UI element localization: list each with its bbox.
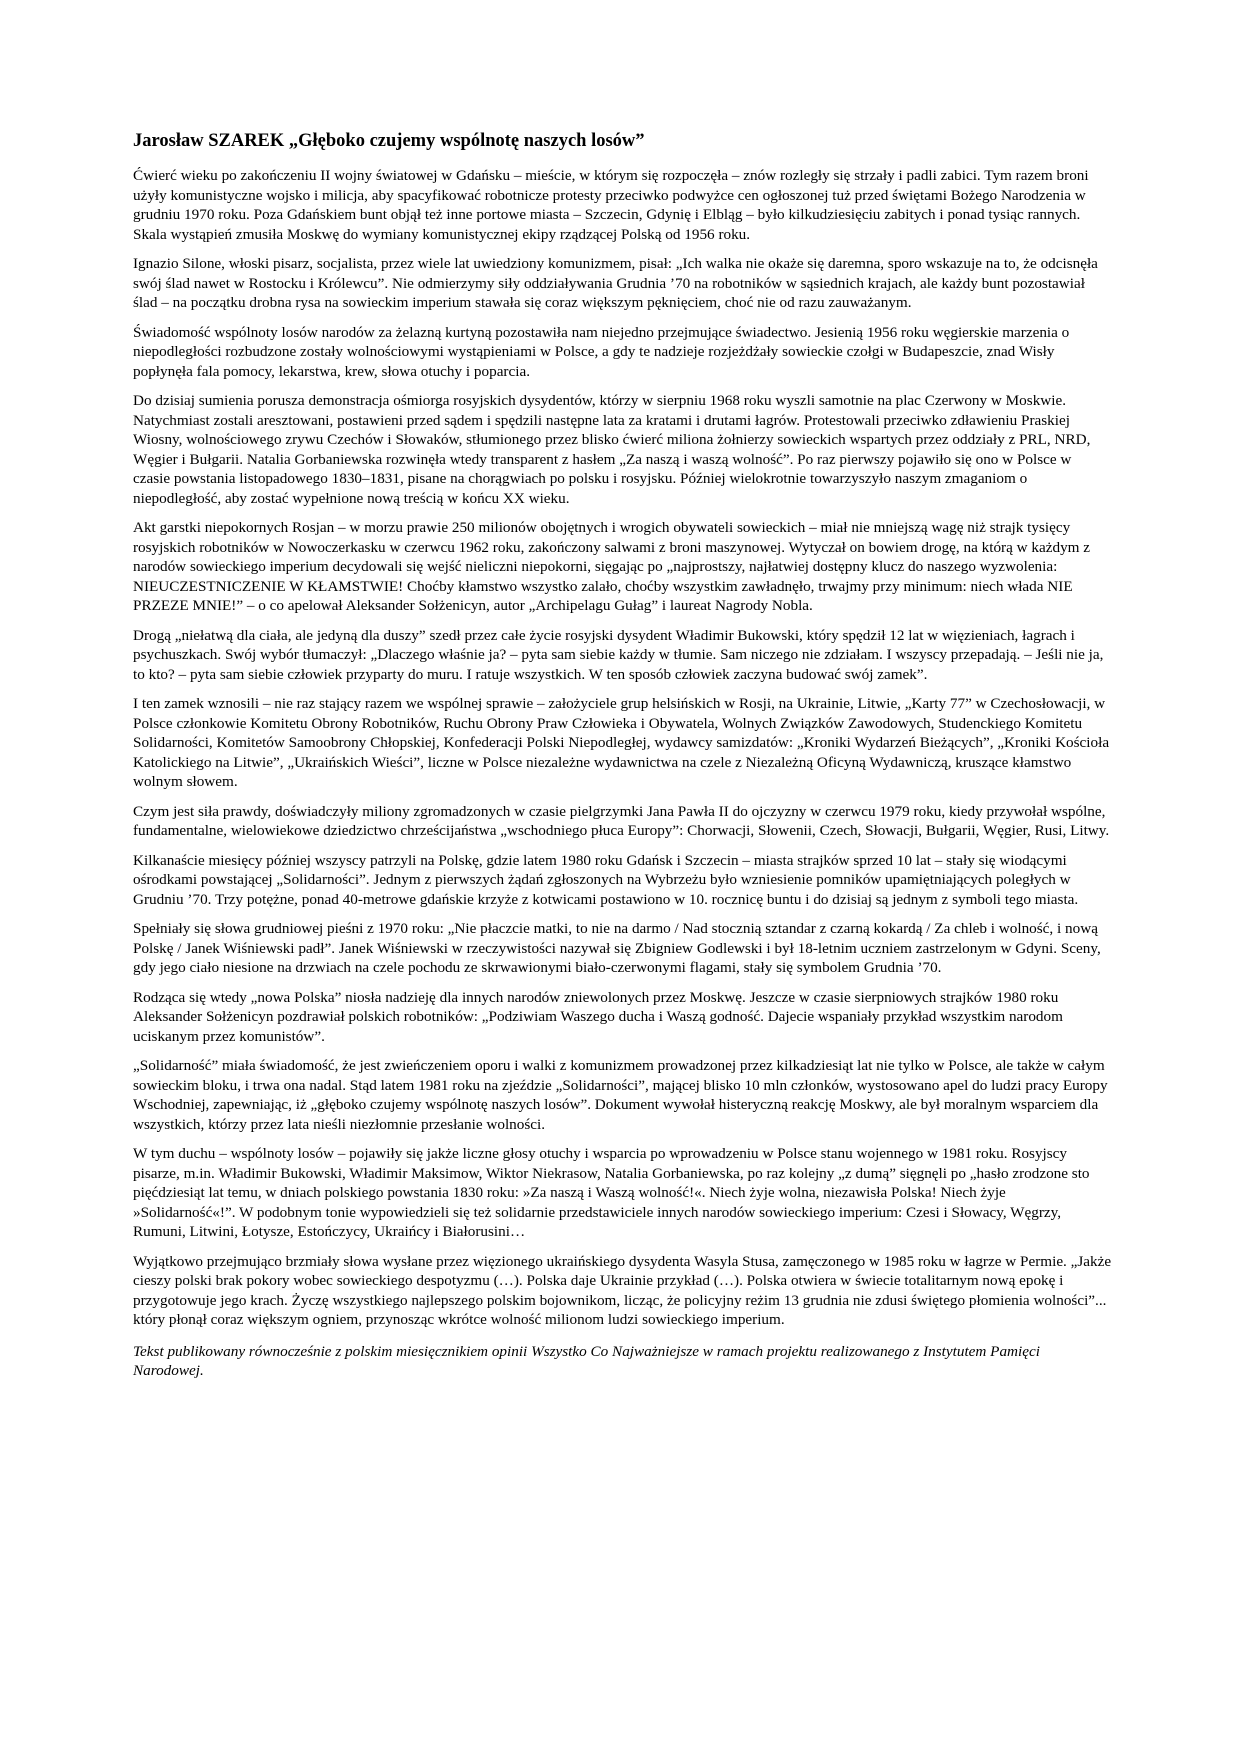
paragraph-new-poland-hope: Rodząca się wtedy „nowa Polska” niosła nadzieję dla innych narodów zniewolonych przez Moskwę. Jeszcze w czasie sierpniowych strajków 1980 roku Aleksander Sołżenicyn pozdrawiał polskich robotników: „Podziwiam Waszego ducha i Waszą godność. Dajecie wspaniały przykład wszystkim narodom uciskanym przez komunistów”. [133, 988, 1063, 1045]
paragraph-martial-law-support: W tym duchu – wspólnoty losów – pojawiły się jakże liczne głosy otuchy i wsparcia po wprowadzeniu w Polsce stanu wojennego w 1981 roku. Rosyjscy pisarze, m.in. Władimir Bukowski, Władimir Maksimow, Wiktor Niekrasow, Natalia Gorbaniewska, po raz kolejny „z dumą” sięgnęli po „hasło zrodzone sto pięćdziesiąt lat temu, w dniach polskiego powstania 1830 roku: »Za naszą i Waszą wolność!«. Niech żyje wolna, niezawisła Polska! Niech żyje »Solidarność«!”. W podobnym tonie wypowiedzieli się też solidarnie przedstawiciele innych narodów sowieckiego imperium: Czesi i Słowacy, Węgrzy, Rumuni, Litwini, Łotysze, Estończycy, Ukraińcy i Białorusini… [133, 1145, 1090, 1241]
paragraph-iron-curtain-1956: Świadomość wspólnoty losów narodów za żelazną kurtyną pozostawiła nam niejedno przejmujące świadectwo. Jesienią 1956 roku węgierskie marzenia o niepodległości rozbudzone zostały wolnościowymi wystąpieniami w Polsce, a gdy te nadzieje rozjeżdżały sowieckie czołgi w Budapeszcie, znad Wisły popłynęła fala pomocy, lekarstwa, krew, słowa otuchy i poparcia. [133, 323, 1070, 380]
paragraph-bukowski: Drogą „niełatwą dla ciała, ale jedyną dla duszy” szedł przez całe życie rosyjski dysydent Władimir Bukowski, który spędził 12 lat w więzieniach, łagrach i psychuszkach. Swój wybór tłumaczył: „Dlaczego właśnie ja? – pyta sam siebie każdy w tłumie. Sam niczego nie zdziałam. I wszyscy przepadają. – Jeśli nie ja, to kto? – pyta sam siebie człowiek przyparty do muru. I ratuje wszystkich. W ten sposób człowiek zaczyna budować swój zamek”. [133, 626, 1104, 683]
paragraph-solidarity-1980: Kilkanaście miesięcy później wszyscy patrzyli na Polskę, gdzie latem 1980 roku Gdańsk i Szczecin – miasta strajków sprzed 10 lat – stały się wiodącymi ośrodkami powstającej „Solidarności”. Jednym z pierwszych żądań zgłoszonych na Wybrzeżu było wzniesienie pomników upamiętniających poległych w Grudniu ’70. Trzy potężne, ponad 40-metrowe gdańskie krzyże z kotwicami postawiono w 10. rocznicę buntu i do dzisiaj są jednym z symboli tego miasta. [133, 851, 1079, 908]
paragraph-helsinki-groups: I ten zamek wznosili – nie raz stający razem we wspólnej sprawie – założyciele grup helsińskich w Rosji, na Ukrainie, Litwie, „Karty 77” w Czechosłowacji, w Polsce członkowie Komitetu Obrony Robotników, Ruchu Obrony Praw Człowieka i Obywatela, Wolnych Związków Zawodowych, Studenckiego Komitetu Solidarności, Komitetów Samoobrony Chłopskiej, Konfederacji Polski Niepodległej, wydawcy samizdatów: „Kroniki Wydarzeń Bieżących”, „Kroniki Kościoła Katolickiego na Litwie”, „Ukraińskich Wieści”, liczne w Polsce niezależne wydawnictwa na czele z Niezależną Oficyną Wydawniczą, kruszące kłamstwo wolnym słowem. [133, 695, 1110, 791]
paragraph-intro-gdansk-1970: Ćwierć wieku po zakończeniu II wojny światowej w Gdańsku – mieście, w którym się rozpoczęła – znów rozległy się strzały i padli zabici. Tym razem broni użyły komunistyczne wojsko i milicja, aby spacyfikować robotnicze protesty przeciwko podwyżce cen ogłoszonej tuż przed świętami Bożego Narodzenia w grudniu 1970 roku. Poza Gdańskiem bunt objął też inne portowe miasta – Szczecin, Gdynię i Elbląg – było kilkudziesięciu zabitych i ponad tysiąc rannych. Skala wystąpień zmusiła Moskwę do wymiany komunistycznej ekipy rządzącej Polską od 1956 roku. [133, 167, 1089, 243]
paragraph-solidarity-message-1981: „Solidarność” miała świadomość, że jest zwieńczeniem oporu i walki z komunizmem prowadzonej przez kilkadziesiąt lat nie tylko w Polsce, ale także w całym sowieckim bloku, i trwa ona nadal. Stąd latem 1981 roku na zjeździe „Solidarności”, mającej blisko 10 mln członków, wystosowano apel do ludzi pracy Europy Wschodniej, zapewniając, iż „głęboko czujemy wspólnotę naszych losów”. Dokument wywołał histeryczną reakcję Moskwy, ale był moralnym wsparciem dla wszystkich, którzy przez lata nieśli niezłomnie przesłanie wolności. [133, 1057, 1108, 1133]
paragraph-solzhenitsyn-appeal: Akt garstki niepokornych Rosjan – w morzu prawie 250 milionów obojętnych i wrogich obywateli sowieckich – miał nie mniejszą wagę niż strajk tysięcy rosyjskich robotników w Nowoczerkasku w czerwcu 1962 roku, zakończony salwami z broni maszynowej. Wytyczał on bowiem drogę, na którą w każdym z narodów sowieckiego imperium decydowali się wejść nieliczni niepokorni, sięgając po „najprostszy, najłatwiej dostępny klucz do naszego wyzwolenia: NIEUCZESTNICZENIE W KŁAMSTWIE! Choćby kłamstwo wszystko zalało, choćby wszystkim zawładnęło, trwajmy przy minimum: niech włada NIE PRZEZE MNIE!” – o co apelował Aleksander Sołżenicyn, autor „Archipelagu Gułag” i laureat Nagrody Nobla. [133, 519, 1091, 615]
article-title: Jarosław SZAREK „Głęboko czujemy wspólnotę naszych losów” [133, 131, 645, 151]
footer-note: Tekst publikowany równocześnie z polskim miesięcznikiem opinii Wszystko Co Najważniejsze w ramach projektu realizowanego z Instytutem Pamięci Narodowej. [133, 1342, 1040, 1380]
paragraph-ignazio-silone: Ignazio Silone, włoski pisarz, socjalista, przez wiele lat uwiedziony komunizmem, pisał: „Ich walka nie okaże się daremna, sporo wskazuje na to, że odcisnęła swój ślad nawet w Rostocku i Królewcu”. Nie odmierzymy siły oddziaływania Grudnia ’70 na robotników w sąsiednich krajach, ale każdy bunt pozostawiał ślad – na początku drobna rysa na sowieckim imperium stawała się coraz większym pęknięciem, choć nie od razu zauważanym. [133, 255, 1098, 312]
paragraph-wasyl-stus: Wyjątkowo przejmująco brzmiały słowa wysłane przez więzionego ukraińskiego dysydenta Wasyla Stusa, zamęczonego w 1985 roku w łagrze w Permie. „Jakże cieszy polski brak pokory wobec sowieckiego despotyzmu (…). Polska daje Ukrainie przykład (…). Polska otwiera w świecie totalitarnym nową epokę i przygotowuje jego krach. Życzę wszystkiego najlepszego polskim bojownikom, licząc, że policyjny reżim 13 grudnia nie zdusi świętego płomienia wolności”... który płonął coraz większym ogniem, przynosząc wkrótce wolność milionom ludzi sowieckiego imperium. [133, 1252, 1112, 1329]
paragraph-december-song: Spełniały się słowa grudniowej pieśni z 1970 roku: „Nie płaczcie matki, to nie na darmo / Nad stocznią sztandar z czarną kokardą / Za chleb i wolność, i nową Polskę / Janek Wiśniewski padł”. Janek Wiśniewski w rzeczywistości nazywał się Zbigniew Godlewski i był 18-letnim uczniem zastrzelonym w Gdyni. Sceny, gdy jego ciało niesione na drzwiach na czele pochodu ze skrwawionymi biało-czerwonymi flagami, stały się symbolem Grudnia ’70. [133, 920, 1101, 977]
paragraph-red-square-1968: Do dzisiaj sumienia porusza demonstracja ośmiorga rosyjskich dysydentów, którzy w sierpniu 1968 roku wyszli samotnie na plac Czerwony w Moskwie. Natychmiast zostali aresztowani, postawieni przed sądem i spędzili następne lata za kratami i drutami łagrów. Protestowali przeciwko zdławieniu Praskiej Wiosny, wolnościowego zrywu Czechów i Słowaków, stłumionego przez blisko ćwierć miliona żołnierzy sowieckich wspartych przez oddziały z PRL, NRD, Węgier i Bułgarii. Natalia Gorbaniewska rozwinęła wtedy transparent z hasłem „Za naszą i waszą wolność”. Po raz pierwszy pojawiło się ono w Polsce w czasie powstania listopadowego 1830–1831, pisane na chorągwiach po polsku i rosyjsku. Później wielokrotnie towarzyszyło naszym zmaganiom o niepodległość, aby zostać wypełnione nową treścią w końcu XX wieku. [133, 392, 1091, 507]
paragraph-john-paul-ii-1979: Czym jest siła prawdy, doświadczyły miliony zgromadzonych w czasie pielgrzymki Jana Pawła II do ojczyzny w czerwcu 1979 roku, kiedy przywołał wspólne, fundamentalne, wielowiekowe dziedzictwo chrześcijaństwa „wschodniego płuca Europy”: Chorwacji, Słowenii, Czech, Słowacji, Bułgarii, Węgier, Rusi, Litwy. [133, 802, 1110, 840]
